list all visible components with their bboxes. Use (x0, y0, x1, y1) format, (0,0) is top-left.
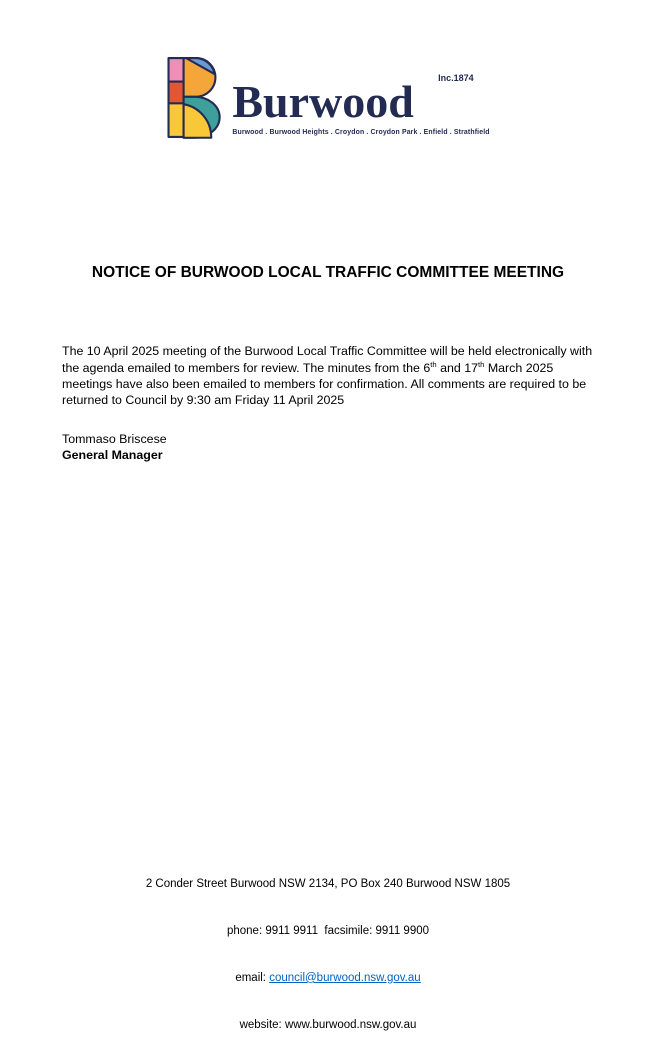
body-text-part3: March 2025 meetings have also been emailed to members for confirmation. All comments are required to be returned to Council by 9:30 am Friday 11 April 2025 (62, 360, 587, 407)
burwood-b-logo-icon (166, 55, 223, 140)
body-text-part2: and 17 (436, 360, 478, 375)
letterhead-footer (0, 846, 656, 1064)
logo-suburbs-tagline: Burwood . Burwood Heights . Croydon . Croydon Park . Enfield . Strathfield (232, 128, 490, 136)
notice-body-paragraph (62, 343, 595, 408)
notice-title-wrap (0, 263, 656, 283)
logo-pink-segment (169, 58, 184, 81)
logo-name: Burwood (232, 76, 414, 127)
logo-inc-label: Inc.1874 (438, 73, 474, 83)
logo-red-segment (169, 82, 184, 104)
body-superscript-1: th (430, 359, 437, 369)
footer-email-link[interactable]: council@burwood.nsw.gov.au (269, 971, 421, 984)
footer-email-line (0, 971, 656, 987)
footer-email-label: email: (235, 971, 270, 984)
logo-wordmark (232, 55, 489, 136)
notice-title: NOTICE OF BURWOOD LOCAL TRAFFIC COMMITTEE MEETING (91, 264, 565, 281)
signature-block (62, 431, 167, 463)
council-logo (0, 55, 656, 140)
logo-yellow-bar-segment (169, 103, 184, 137)
footer-address-line: 2 Conder Street Burwood NSW 2134, PO Box 240 Burwood NSW 1805 (145, 878, 511, 891)
footer-phone-line: phone: 9911 9911 facsimile: 9911 9900 (226, 924, 430, 937)
footer-website-line: website: www.burwood.nsw.gov.au (239, 1018, 417, 1031)
signatory-name: Tommaso Briscese (62, 432, 167, 446)
signatory-title: General Manager (62, 448, 163, 462)
body-text-part1: The 10 April 2025 meeting of the Burwood Local Traffic Committee will be held electronically with the agenda emailed to members for review. The minutes from the 6 (62, 344, 593, 375)
body-superscript-2: th (477, 359, 485, 369)
